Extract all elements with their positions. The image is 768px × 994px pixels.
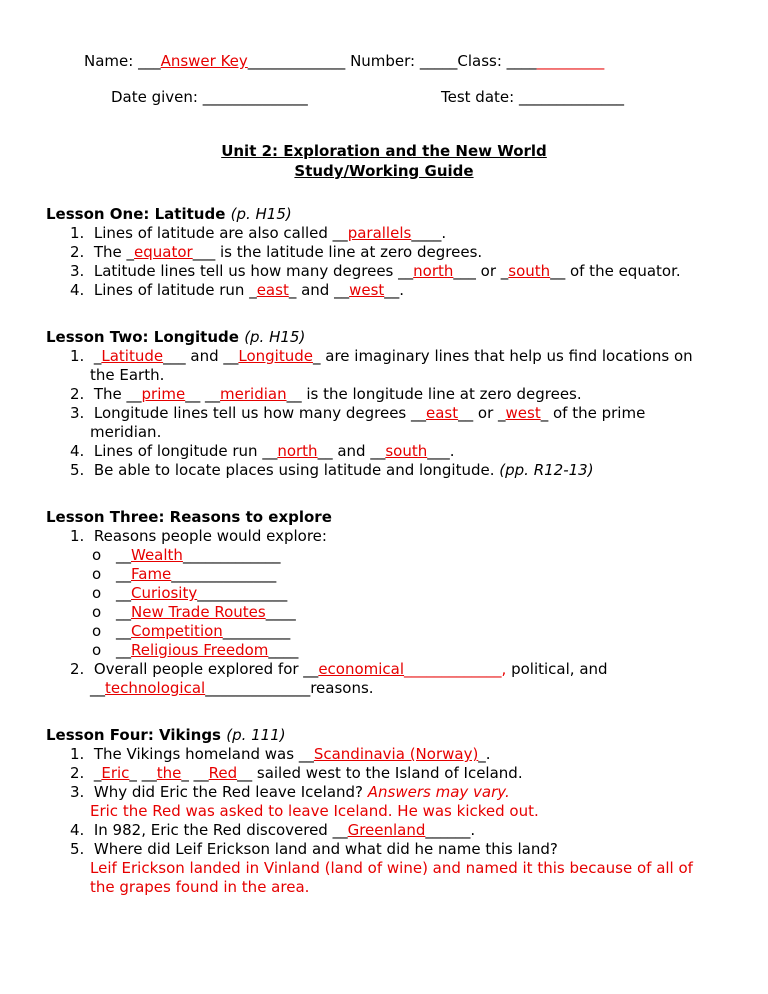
lesson-two-item-3-cont: meridian. (90, 423, 162, 441)
lesson-four-item-3-answer: Eric the Red was asked to leave Iceland. He was kicked out. (90, 802, 539, 820)
lesson-two-item-1-cont: the Earth. (90, 366, 165, 384)
page-title: Unit 2: Exploration and the New World (221, 142, 547, 160)
lesson-one-item-3: 3. Latitude lines tell us how many degrees __north___ or _south__ of the equator. (70, 262, 681, 280)
lesson-one-heading: Lesson One: Latitude (p. H15) (46, 205, 292, 223)
date-given: Date given: ______________ (111, 88, 308, 106)
lesson-two-item-3: 3. Longitude lines tell us how many degrees __east__ or _west_ of the prime (70, 404, 646, 422)
class-answer: _________ (536, 52, 605, 70)
lesson-two-item-1: 1. _Latitude___ and __Longitude_ are imaginary lines that help us find locations on (70, 347, 693, 365)
lesson-two-item-5: 5. Be able to locate places using latitude and longitude. (pp. R12-13) (70, 461, 594, 479)
name-answer: Answer Key (160, 52, 248, 70)
lesson-three-item-1: 1. Reasons people would explore: (70, 527, 327, 545)
lesson-four-item-5-answer: Leif Erickson landed in Vinland (land of wine) and named it this because of all of (90, 859, 693, 877)
lesson-two-item-2: 2. The __prime__ __meridian__ is the longitude line at zero degrees. (70, 385, 582, 403)
lesson-two-item-4: 4. Lines of longitude run __north__ and __south___. (70, 442, 455, 460)
number-label: Number: _____ (345, 52, 458, 70)
test-date: Test date: ______________ (441, 88, 624, 106)
reason-item: o __Fame______________ (92, 565, 277, 583)
lesson-four-item-2: 2. _Eric_ __the_ __Red__ sailed west to the Island of Iceland. (70, 764, 523, 782)
class-label: Class: ____ (457, 52, 537, 70)
lesson-three-heading: Lesson Three: Reasons to explore (46, 508, 332, 526)
reason-item: o __Religious Freedom____ (92, 641, 299, 659)
reason-item: o __Competition_________ (92, 622, 291, 640)
lesson-four-item-3: 3. Why did Eric the Red leave Iceland? Answers may vary. (70, 783, 510, 801)
reason-item: o __New Trade Routes____ (92, 603, 296, 621)
lesson-three-item-2-cont: __technological______________reasons. (90, 679, 374, 697)
lesson-three-item-2: 2. Overall people explored for __economical_____________, political, and (70, 660, 608, 678)
lesson-two-heading: Lesson Two: Longitude (p. H15) (46, 328, 306, 346)
lesson-four-item-5: 5. Where did Leif Erickson land and what did he name this land? (70, 840, 558, 858)
reason-item: o __Curiosity____________ (92, 584, 288, 602)
lesson-one-item-2: 2. The _equator___ is the latitude line at zero degrees. (70, 243, 483, 261)
lesson-four-item-4: 4. In 982, Eric the Red discovered __Greenland______. (70, 821, 476, 839)
lesson-four-item-1: 1. The Vikings homeland was __Scandinavia (Norway)_. (70, 745, 491, 763)
lesson-four-heading: Lesson Four: Vikings (p. 111) (46, 726, 286, 744)
lesson-four-item-5-answer-cont: the grapes found in the area. (90, 878, 310, 896)
lesson-one-item-4: 4. Lines of latitude run _east_ and __west__. (70, 281, 405, 299)
reason-item: o __Wealth_____________ (92, 546, 281, 564)
name-line: Name: ___Answer Key_____________ Number: _____Class: _____________ (84, 52, 605, 70)
page-subtitle: Study/Working Guide (294, 162, 474, 180)
lesson-one-item-1: 1. Lines of latitude are also called __parallels____. (70, 224, 447, 242)
